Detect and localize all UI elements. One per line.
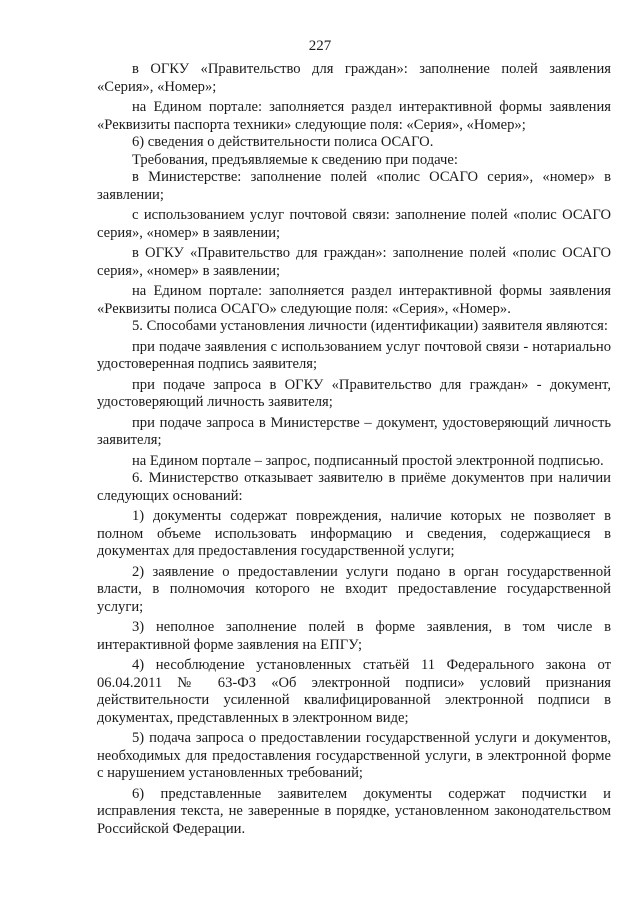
paragraph: 6) сведения о действительности полиса ОСАГО. xyxy=(132,134,434,150)
paragraph: 4) несоблюдение установленных статьёй 11 Федерального закона от 06.04.2011 № 63-ФЗ «Об электронной подписи» условий признания действительности усиленной квалифицированной электронной подписи в документах, представленных в электронном виде; xyxy=(97,657,611,726)
paragraph: в ОГКУ «Правительство для граждан»: заполнение полей «полис ОСАГО серия», «номер» в заявлении; xyxy=(97,245,611,279)
paragraph: 5) подача запроса о предоставлении государственной услуги и документов, необходимых для предоставления государственной услуги, в электронной форме с нарушением установленных требований; xyxy=(97,730,611,781)
paragraph: на Едином портале: заполняется раздел интерактивной формы заявления «Реквизиты паспорта техники» следующие поля: «Серия», «Номер»; xyxy=(97,99,611,133)
paragraph: при подаче заявления с использованием услуг почтовой связи - нотариально удостоверенная подпись заявителя; xyxy=(97,338,611,372)
paragraph: 3) неполное заполнение полей в форме заявления, в том числе в интерактивной форме заявления на ЕПГУ; xyxy=(97,619,611,653)
paragraph: Требования, предъявляемые к сведению при подаче: xyxy=(132,151,458,168)
paragraph: при подаче запроса в ОГКУ «Правительство для граждан» - документ, удостоверяющий личность заявителя; xyxy=(97,376,611,410)
paragraph: в Министерстве: заполнение полей «полис ОСАГО серия», «номер» в заявлении; xyxy=(97,169,611,203)
paragraph: 6. Министерство отказывает заявителю в приёме документов при наличии следующих оснований: xyxy=(97,470,611,504)
paragraph: 5. Способами установления личности (идентификации) заявителя являются: xyxy=(132,318,608,334)
paragraph: в ОГКУ «Правительство для граждан»: заполнение полей заявления «Серия», «Номер»; xyxy=(97,61,611,95)
paragraph: с использованием услуг почтовой связи: заполнение полей «полис ОСАГО серия», «номер» в заявлении; xyxy=(97,207,611,241)
document-body xyxy=(97,61,611,838)
page-number: 227 xyxy=(308,38,332,54)
paragraph: 2) заявление о предоставлении услуги подано в орган государственной власти, в полномочия которого не входит предоставление государственной услуги; xyxy=(97,563,611,615)
paragraph: 6) представленные заявителем документы содержат подчистки и исправления текста, не заверенные в порядке, установленном законодательством Российской Федерации. xyxy=(97,785,611,837)
paragraph: на Едином портале – запрос, подписанный простой электронной подписью. xyxy=(132,452,604,469)
paragraph: на Едином портале: заполняется раздел интерактивной формы заявления «Реквизиты полиса ОСАГО» следующие поля: «Серия», «Номер». xyxy=(97,283,611,317)
paragraph: 1) документы содержат повреждения, наличие которых не позволяет в полном объеме использовать информацию и сведения, содержащиеся в документах для предоставления государственной услуги; xyxy=(97,508,611,559)
paragraph: при подаче запроса в Министерстве – документ, удостоверяющий личность заявителя; xyxy=(97,414,611,448)
